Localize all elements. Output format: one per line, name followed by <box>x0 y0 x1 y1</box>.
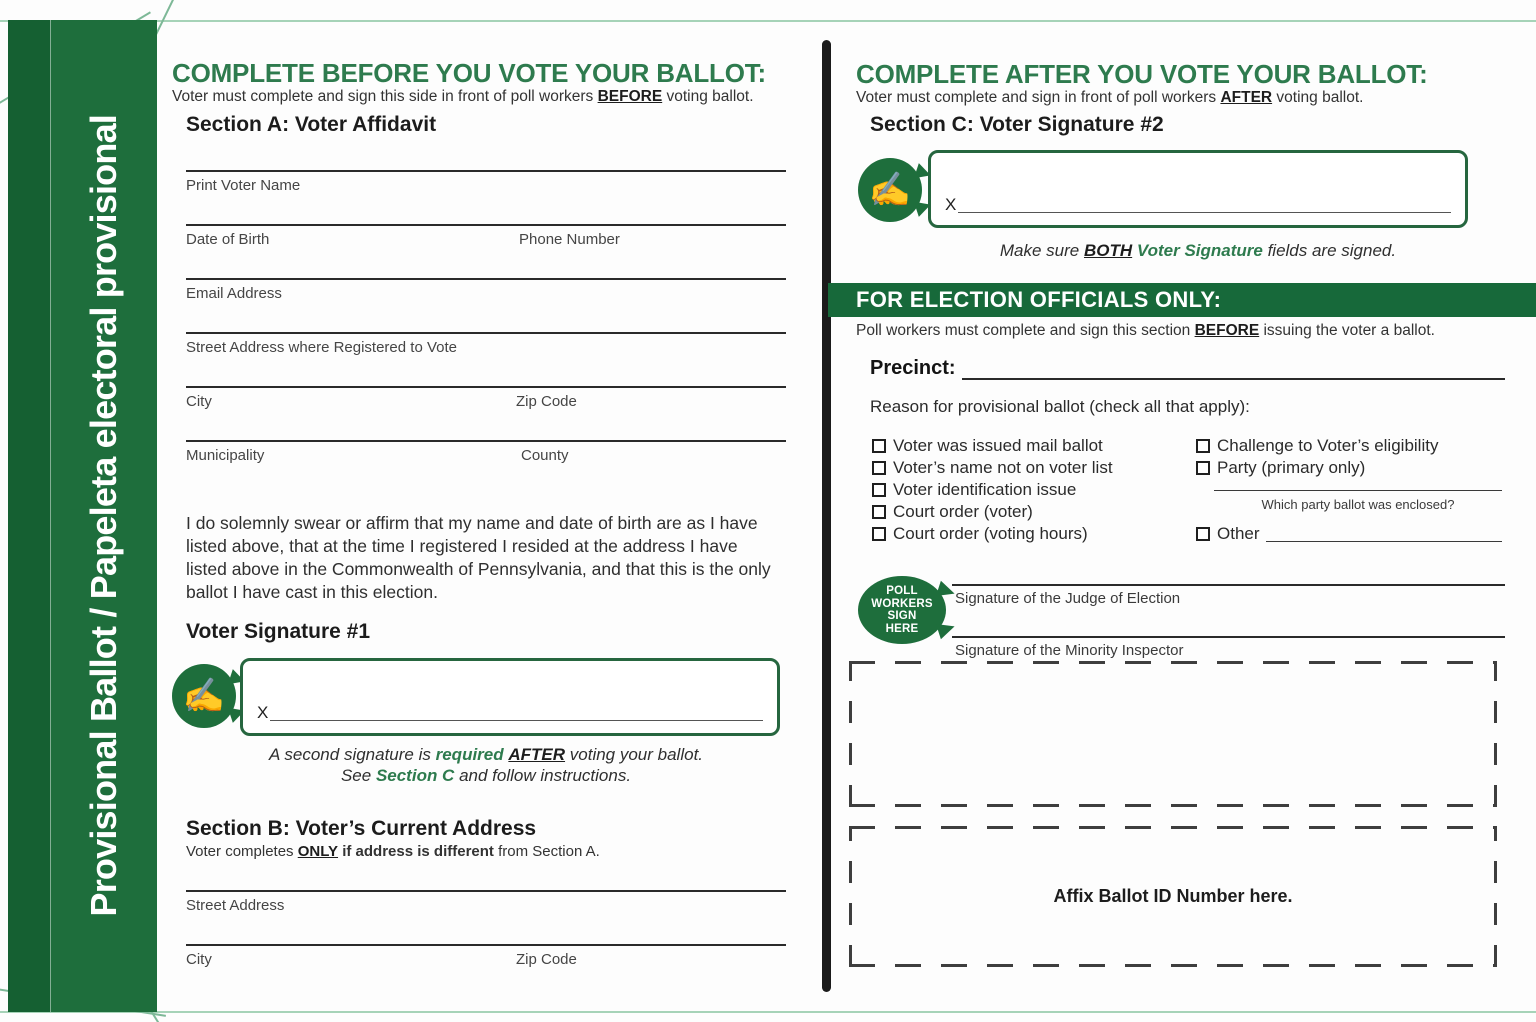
reason-heading: Reason for provisional ballot (check all that apply): <box>870 397 1250 416</box>
checkbox-identification-issue[interactable] <box>872 483 886 497</box>
left-heading: COMPLETE BEFORE YOU VOTE YOUR BALLOT: <box>172 58 767 88</box>
field-label-city-a: City <box>186 393 212 410</box>
signature-line[interactable] <box>270 720 763 721</box>
right-intro-post: voting ballot. <box>1272 89 1364 106</box>
field-date-of-birth[interactable] <box>186 224 786 226</box>
affix-ballot-id-box[interactable] <box>849 826 1497 967</box>
field-email-address[interactable] <box>186 278 786 280</box>
badge-line: WORKERS <box>871 597 933 610</box>
poll-workers-sign-here-badge <box>858 576 946 644</box>
reason-court-order-voting-hours: Court order (voting hours) <box>893 524 1088 543</box>
badge-line: HERE <box>885 622 919 635</box>
left-intro-post: voting ballot. <box>662 88 754 105</box>
reason-court-order-voter: Court order (voter) <box>893 502 1033 521</box>
officials-intro-post: issuing the voter a ballot. <box>1259 322 1435 339</box>
field-label-date-of-birth: Date of Birth <box>186 231 270 248</box>
card-top-edge <box>0 20 1536 22</box>
reason-party-primary: Party (primary only) <box>1217 458 1366 477</box>
note-voter-signature: Voter Signature <box>1136 241 1263 260</box>
signature-x-label: X <box>257 703 269 722</box>
voter-signature-1-box[interactable] <box>240 658 780 736</box>
checkbox-name-not-on-list[interactable] <box>872 461 886 475</box>
signature-line[interactable] <box>958 212 1451 213</box>
field-print-voter-name[interactable] <box>186 170 786 172</box>
field-label-street-address-registered: Street Address where Registered to Vote <box>186 339 457 356</box>
both-signatures-note <box>928 241 1468 261</box>
note-text: Make sure <box>999 241 1084 260</box>
section-b-title: Section B: Voter’s Current Address <box>186 817 537 840</box>
second-signature-note-line2 <box>186 766 786 786</box>
officials-intro-pre: Poll workers must complete and sign this section <box>856 322 1195 339</box>
second-signature-note-line1 <box>186 745 786 765</box>
left-intro-pre: Voter must complete and sign this side in front of poll workers <box>172 88 598 105</box>
reason-challenge-eligibility: Challenge to Voter’s eligibility <box>1217 436 1439 455</box>
reason-identification-issue: Voter identification issue <box>893 480 1077 499</box>
field-label-zip-code-b: Zip Code <box>516 951 577 968</box>
judge-signature-label: Signature of the Judge of Election <box>955 590 1181 607</box>
writing-hand-icon <box>858 158 922 222</box>
officials-intro-before: BEFORE <box>1194 322 1260 339</box>
checkbox-mail-ballot[interactable] <box>872 439 886 453</box>
section-c-title: Section C: Voter Signature #2 <box>870 113 1164 136</box>
note-text: voting your ballot. <box>565 745 704 764</box>
field-label-municipality: Municipality <box>186 447 265 464</box>
ballot-id-dashed-box-empty <box>849 661 1497 807</box>
voter-signature-2-box[interactable] <box>928 150 1468 228</box>
party-caption: Which party ballot was enclosed? <box>1261 497 1455 512</box>
right-intro-after: AFTER <box>1220 89 1273 106</box>
note-text: A second signature is <box>268 745 436 764</box>
voter-signature-1-title: Voter Signature #1 <box>186 620 370 643</box>
precinct-field[interactable] <box>962 378 1505 380</box>
field-city-b[interactable] <box>186 944 786 946</box>
badge-line: POLL <box>886 585 918 597</box>
section-b-sub-only: ONLY <box>297 843 339 860</box>
field-label-phone-number: Phone Number <box>519 231 620 248</box>
reason-mail-ballot: Voter was issued mail ballot <box>893 436 1103 455</box>
section-b-sub-bold: if address is different <box>342 843 494 860</box>
field-label-print-voter-name: Print Voter Name <box>186 177 301 194</box>
writing-hand-glyph: ✍ <box>182 677 226 715</box>
checkbox-other[interactable] <box>1196 527 1210 541</box>
field-label-county: County <box>521 447 569 464</box>
checkbox-court-order-voter[interactable] <box>872 505 886 519</box>
checkbox-challenge-eligibility[interactable] <box>1196 439 1210 453</box>
field-street-address-registered[interactable] <box>186 332 786 334</box>
note-text: and follow instructions. <box>454 766 632 785</box>
note-both: BOTH <box>1083 241 1133 260</box>
affix-ballot-id-label: Affix Ballot ID Number here. <box>1053 886 1293 906</box>
sidebar <box>50 20 157 1012</box>
section-a-title: Section A: Voter Affidavit <box>186 113 437 136</box>
signature-x-label: X <box>945 195 957 214</box>
sidebar-spine <box>8 20 50 1012</box>
section-b-sub-post: from Section A. <box>493 843 600 860</box>
precinct-label: Precinct: <box>870 357 956 379</box>
party-field[interactable] <box>1214 490 1502 491</box>
right-heading: COMPLETE AFTER YOU VOTE YOUR BALLOT: <box>856 59 1428 89</box>
field-street-address-b[interactable] <box>186 890 786 892</box>
note-text: See <box>340 766 376 785</box>
judge-signature-field[interactable] <box>952 584 1505 586</box>
other-field[interactable] <box>1266 541 1502 542</box>
field-city-a[interactable] <box>186 386 786 388</box>
sidebar-title: Provisional Ballot / Papeleta electoral provisional <box>83 115 124 917</box>
note-text: fields are signed. <box>1262 241 1397 260</box>
card-bottom-edge <box>0 1011 1536 1013</box>
checkbox-court-order-voting-hours[interactable] <box>872 527 886 541</box>
left-intro <box>172 88 754 106</box>
checkbox-party-primary[interactable] <box>1196 461 1210 475</box>
note-after: AFTER <box>508 745 566 764</box>
section-b-sub-pre: Voter completes <box>186 843 298 860</box>
section-b-subtitle <box>186 843 600 860</box>
field-label-city-b: City <box>186 951 212 968</box>
column-divider <box>822 40 831 992</box>
officials-banner-text: FOR ELECTION OFFICIALS ONLY: <box>856 287 1222 312</box>
field-label-zip-code-a: Zip Code <box>516 393 577 410</box>
field-label-email-address: Email Address <box>186 285 282 302</box>
note-section-c: Section C <box>375 766 455 785</box>
officials-banner <box>828 283 1536 317</box>
reason-other: Other <box>1217 524 1260 543</box>
writing-hand-glyph: ✍ <box>868 171 912 209</box>
affidavit-text: I do solemnly swear or affirm that my name and date of birth are as I have listed above, that at the time I registered I resided at the address I have listed above in the Commonwealth of Pennsylvania, and that this is the only ballot I have cast in this election. <box>186 513 771 602</box>
minority-inspector-signature-field[interactable] <box>952 636 1505 638</box>
minority-inspector-signature-label: Signature of the Minority Inspector <box>955 642 1184 659</box>
writing-hand-icon <box>172 664 236 728</box>
left-intro-before: BEFORE <box>597 88 663 105</box>
badge-line: SIGN <box>887 610 917 622</box>
note-required: required <box>435 745 504 764</box>
officials-intro <box>856 322 1435 340</box>
reason-name-not-on-list: Voter’s name not on voter list <box>893 458 1113 477</box>
right-intro <box>856 89 1363 107</box>
field-municipality[interactable] <box>186 440 786 442</box>
field-label-street-address-b: Street Address <box>186 897 285 914</box>
right-intro-pre: Voter must complete and sign in front of poll workers <box>856 89 1221 106</box>
